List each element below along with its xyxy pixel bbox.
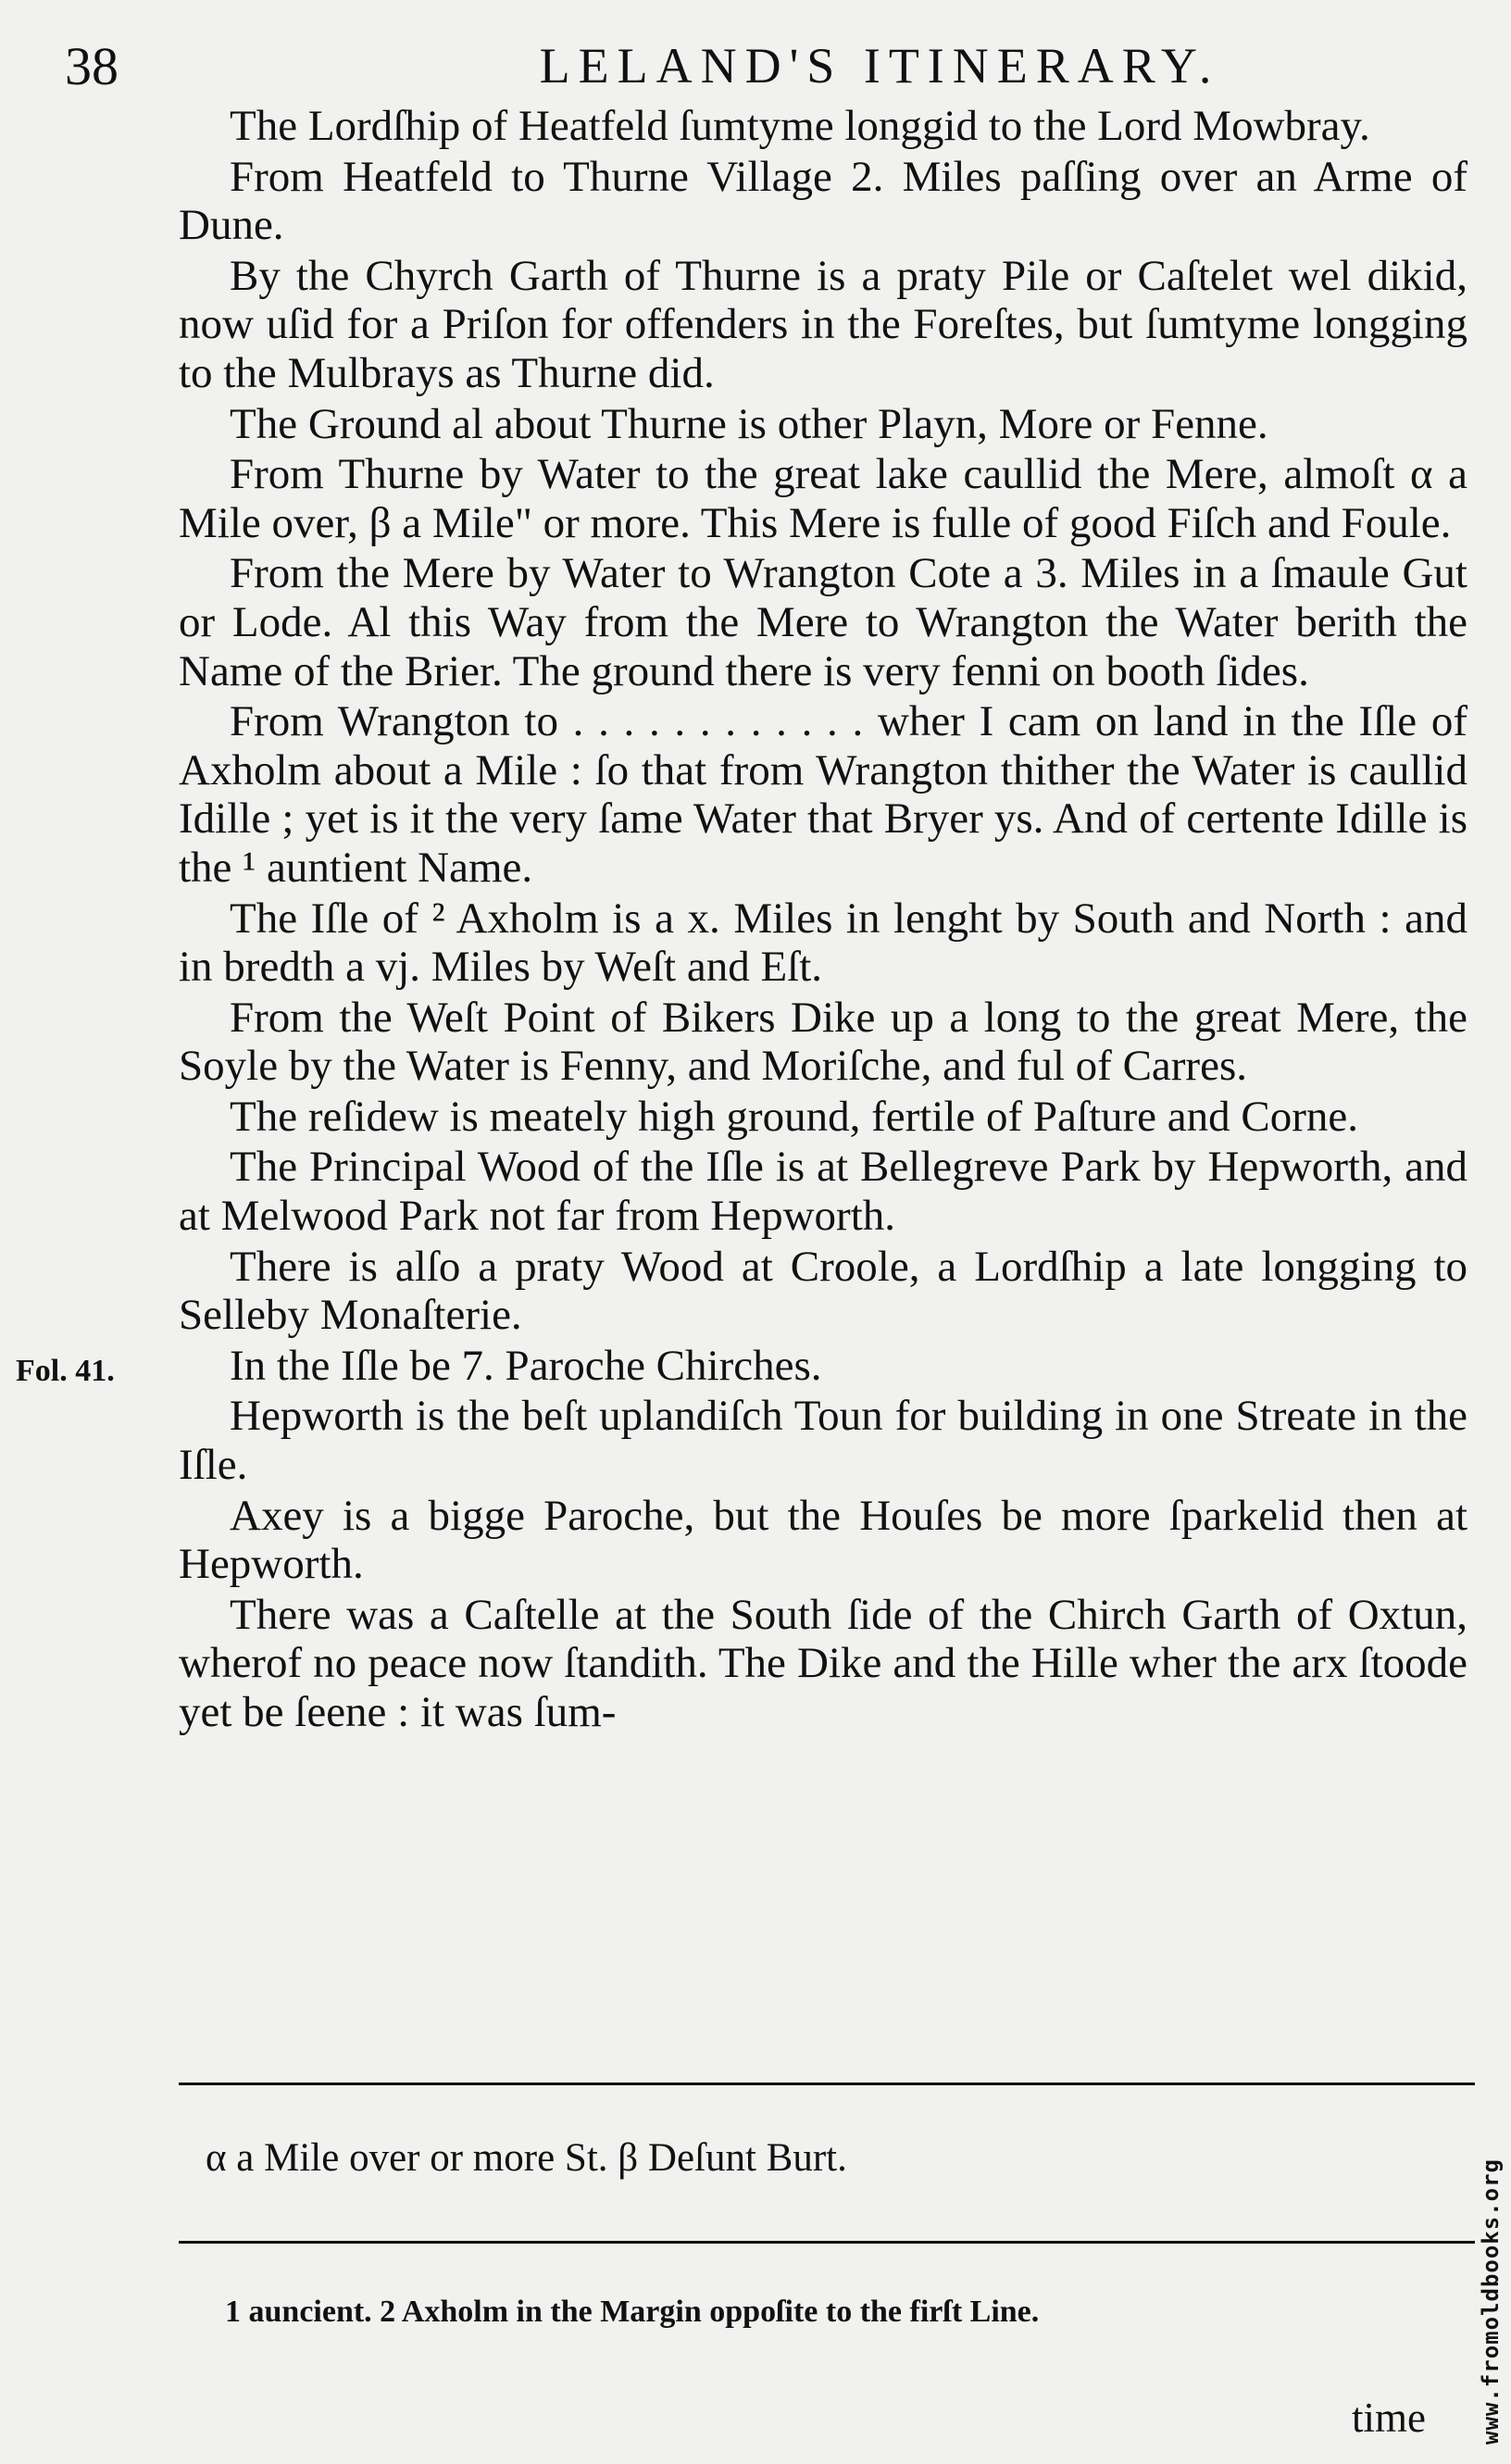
paragraph [179,1243,1467,1340]
margin-note: Fol. 41. [16,1353,115,1388]
paragraph [179,102,1467,151]
paragraph [179,1492,1467,1589]
paragraph [179,994,1467,1091]
paragraph [16,1341,1467,1391]
paragraph-text: By the Chyrch Garth of Thurne is a praty Pile or Caſtelet wel dikid, now uſid for a Priſon for offenders in the Foreſtes, but ſumtyme longging to the Mulbrays as Thurne did. [179,251,1467,397]
paragraph-text: There was a Caſtelle at the South ſide of the Chirch Garth of Oxtun, wherof no peace now ſtandith. The Dike and the Hille wher the arx ſtoode yet be ſeene : it was ſum- [179,1590,1467,1736]
paragraph-text: From the Mere by Water to Wrangton Cote a 3. Miles in a ſmaule Gut or Lode. Al this Way from the Mere to Wrangton the Water berith the Name of the Brier. The ground there is very fenni on booth ſides. [179,549,1467,695]
body-text [16,102,1467,1739]
paragraph [179,1392,1467,1489]
paragraph-text: The Ground al about Thurne is other Playn, More or Fenne. [230,399,1268,448]
page-header [56,35,1481,100]
paragraph-text: From Heatfeld to Thurne Village 2. Miles paſſing over an Arme of Dune. [179,152,1467,250]
paragraph [179,894,1467,992]
paragraph-text: The Principal Wood of the Iſle is at Bellegreve Park by Hepworth, and at Melwood Park not far from Hepworth. [179,1143,1467,1241]
catchword: time [1352,2395,1426,2441]
running-head: LELAND'S ITINERARY. [539,38,1220,94]
paragraph-text: There is alſo a praty Wood at Croole, a Lordſhip a late longging to Selleby Monaſterie. [179,1242,1467,1340]
paragraph [179,153,1467,250]
paragraph-text: From the Weſt Point of Bikers Dike up a long to the great Mere, the Soyle by the Water is Fenny, and Moriſche, and ful of Carres. [179,993,1467,1091]
paragraph-text: The reſidew is meately high ground, fertile of Paſture and Corne. [230,1092,1359,1141]
paragraph [179,549,1467,695]
paragraph [179,1143,1467,1240]
paragraph-text: Axey is a bigge Paroche, but the Houſes be more ſparkelid then at Hepworth. [179,1491,1467,1589]
watermark: www.fromoldbooks.org [1478,2158,1504,2445]
footnote-numbered: 1 auncient. 2 Axholm in the Margin oppoſite to the firſt Line. [225,2295,1040,2329]
paragraph-text: The Lordſhip of Heatfeld ſumtyme longgid to the Lord Mowbray. [230,102,1370,150]
paragraph-text: The Iſle of ² Axholm is a x. Miles in lenght by South and North : and in bredth a vj. Miles by Weſt and Eſt. [179,894,1467,992]
paragraph [179,1591,1467,1737]
page-number: 38 [65,36,119,96]
paragraph-text: From Thurne by Water to the great lake caullid the Mere, almoſt α a Mile over, β a Mile" or more. This Mere is fulle of good Fiſch and Foule. [179,450,1467,547]
paragraph [179,1093,1467,1142]
paragraph-text: From Wrangton to . . . . . . . . . . . . wher I cam on land in the Iſle of Axholm about a Mile : ſo that from Wrangton thither the Water is caullid Idille ; yet is it the very ſame Water that Bryer ys. And of certente Idille is the ¹ auntient Name. [179,697,1467,892]
footnote-variant-readings: α a Mile over or more St. β Deſunt Burt. [206,2136,847,2180]
paragraph [179,252,1467,398]
paragraph [179,400,1467,449]
footnote-rule-bottom [179,2241,1475,2244]
paragraph-text: Hepworth is the beſt uplandiſch Toun for building in one Streate in the Iſle. [179,1392,1467,1490]
paragraph-text: In the Iſle be 7. Paroche Chirches. [230,1341,822,1390]
paragraph [179,450,1467,547]
paragraph [179,697,1467,892]
footnote-rule-top [179,2083,1475,2085]
